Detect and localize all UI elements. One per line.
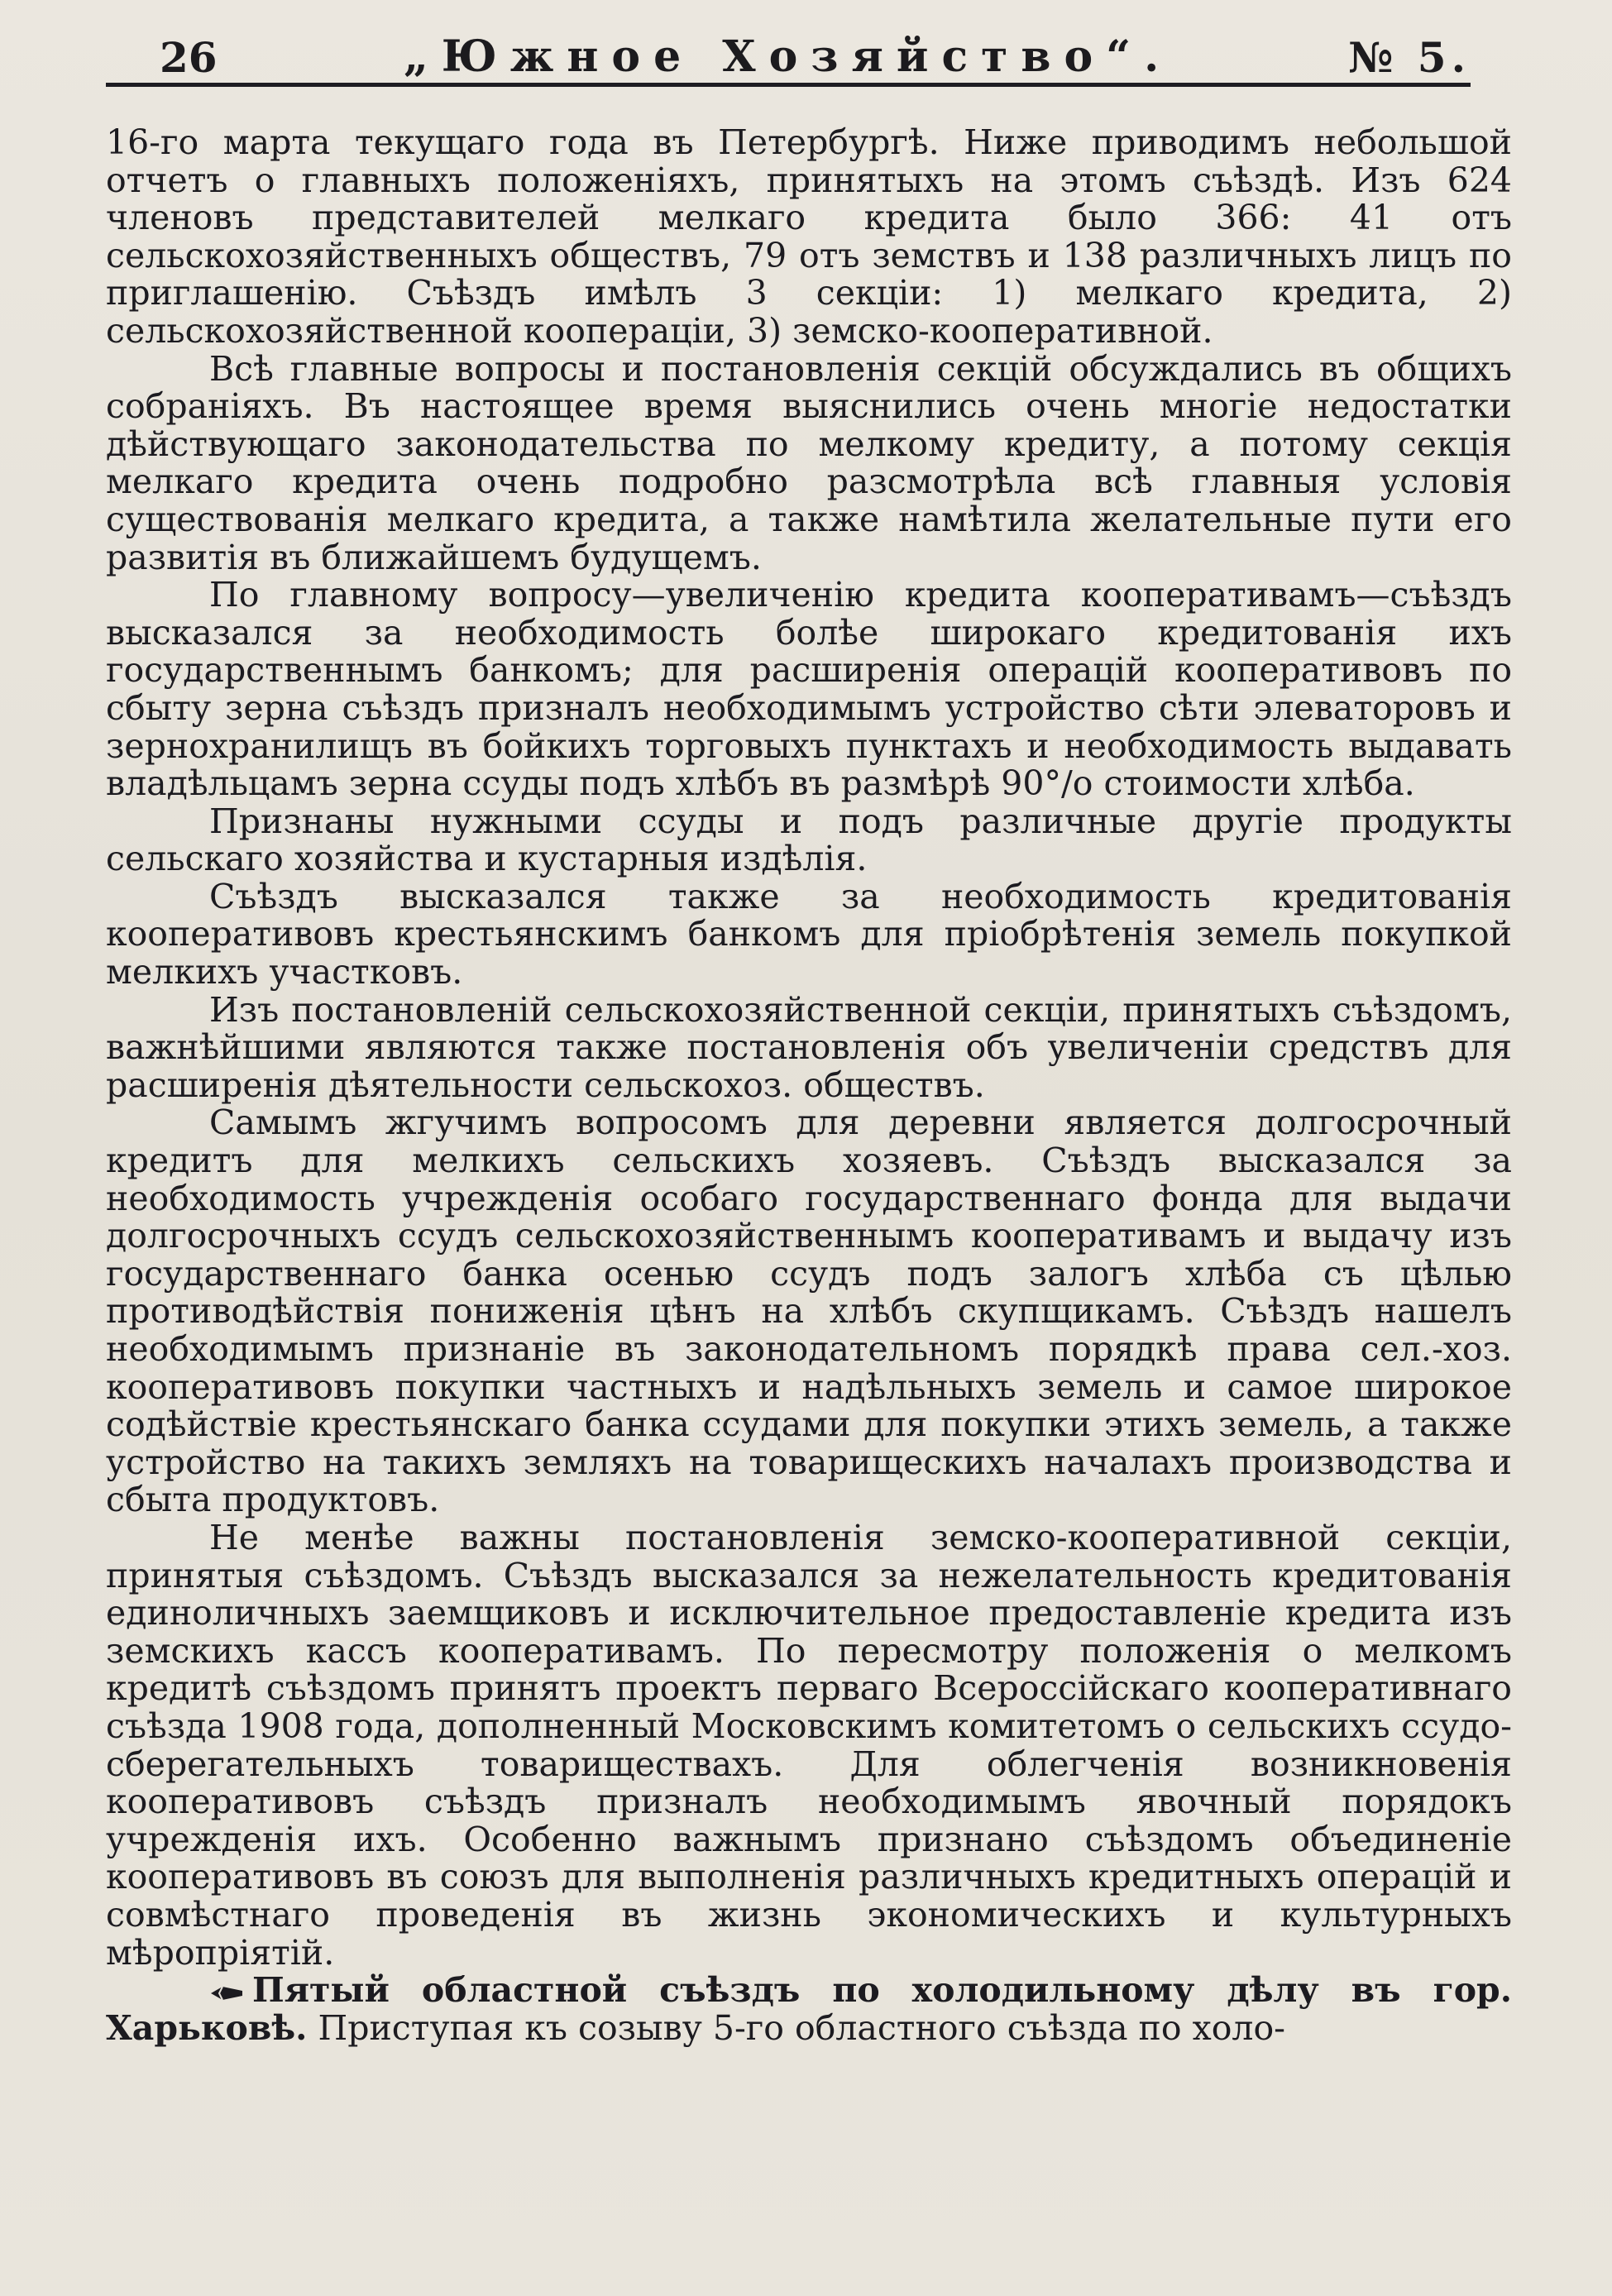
paragraph-6: Изъ постановленій сельскохозяйственной секціи, принятыхъ съѣздомъ, важнѣйшими являются также постановленія объ увеличеніи средствъ для расширенія дѣятельности сельскохоз. обществъ.	[106, 989, 1512, 1105]
paragraph-8: Не менѣе важны постановленія земско-кооперативной секціи, принятыя съѣздомъ. Съѣздъ высказался за нежелательность кредитованія единоличныхъ заемщиковъ и исключительное предоставленіе кредита изъ земскихъ кассъ кооперативамъ. По пересмотру положенія о мелкомъ кредитѣ съѣздомъ принятъ проектъ перваго Всероссійскаго кооперативнаго съѣзда 1908 года, дополненный Московскимъ комитетомъ о сельскихъ ссудо-сберегательныхъ товариществахъ. Для облегченія возникновенія кооперативовъ съѣздъ призналъ необходимымъ явочный порядокъ учрежденія ихъ. Особенно важнымъ признано съѣздомъ объединеніе кооперативовъ въ союзъ для выполненія различныхъ кредитныхъ операцій и совмѣстнаго проведенія въ жизнь экономическихъ и культурныхъ мѣропріятій.	[106, 1517, 1512, 1973]
section-paragraph	[106, 1972, 1512, 2047]
paragraph-5: Съѣздъ высказался также за необходимость кредитованія кооперативовъ крестьянскимъ банкомъ для пріобрѣтенія земель покупкой мелкихъ участковъ.	[106, 876, 1512, 993]
pointing-hand-icon	[209, 1983, 244, 2003]
paragraph-1: 16-го марта текущаго года въ Петербургѣ. Ниже приводимъ небольшой отчетъ о главныхъ положеніяхъ, принятыхъ на этомъ съѣздѣ. Изъ 624 членовъ представителей мелкаго кредита было 366: 41 отъ сельскохозяйственныхъ обществъ, 79 отъ земствъ и 138 различныхъ лицъ по приглашенію. Съѣздъ имѣлъ 3 секціи: 1) мелкаго кредита, 2) сельскохозяйственной коопераціи, 3) земско-кооперативной.	[106, 122, 1512, 351]
journal-title: „Южное Хозяйство“.	[404, 31, 1173, 82]
section-text: Приступая къ созыву 5-го областного съѣзда по холо-	[318, 2007, 1285, 2048]
page-header	[106, 30, 1471, 82]
paragraph-3: По главному вопросу—увеличенію кредита кооперативамъ—съѣздъ высказался за необходимость болѣе широкаго кредитованія ихъ государственнымъ банкомъ; для расширенія операцій кооперативовъ по сбыту зерна съѣздъ призналъ необходимымъ устройство сѣти элеваторовъ и зернохранилищъ въ бойкихъ торговыхъ пунктахъ и необходимость выдавать владѣльцамъ зерна ссуды подъ хлѣбъ въ размѣрѣ 90°/о стоимости хлѣба.	[106, 575, 1512, 804]
section-headline: Пятый областной съѣздъ по холодильному дѣлу въ гор. Харьковѣ.	[106, 1970, 1512, 2048]
issue-number: № 5.	[1348, 33, 1471, 82]
paragraph-2: Всѣ главные вопросы и постановленія секцій обсуждались въ общихъ собраніяхъ. Въ настоящее время выяснились очень многіе недостатки дѣйствующаго законодательства по мелкому кредиту, а потому секція мелкаго кредита очень подробно разсмотрѣла всѣ главныя условія существованія мелкаго кредита, а также намѣтила желательные пути его развитія въ ближайшемъ будущемъ.	[106, 348, 1512, 577]
header-rule	[106, 83, 1471, 87]
paragraph-4: Признаны нужными ссуды и подъ различные другіе продукты сельскаго хозяйства и кустарныя издѣлія.	[106, 801, 1512, 879]
paragraph-7: Самымъ жгучимъ вопросомъ для деревни является долгосрочный кредитъ для мелкихъ сельскихъ хозяевъ. Съѣздъ высказался за необходимость учрежденія особаго государственнаго фонда для выдачи долгосрочныхъ ссудъ сельскохозяйственнымъ кооперативамъ и выдачу изъ государственнаго банка осенью ссудъ подъ залогъ хлѣба съ цѣлью противодѣйствія пониженія цѣнъ на хлѣбъ скупщикамъ. Съѣздъ нашелъ необходимымъ признаніе въ законодательномъ порядкѣ права сел.-хоз. кооперативовъ покупки частныхъ и надѣльныхъ земель и самое широкое содѣйствіе крестьянскаго банка ссудами для покупки этихъ земель, а также устройство на такихъ земляхъ на товарищескихъ началахъ производства и сбыта продуктовъ.	[106, 1103, 1512, 1520]
article-body	[106, 124, 1512, 2047]
page-number: 26	[160, 33, 218, 82]
